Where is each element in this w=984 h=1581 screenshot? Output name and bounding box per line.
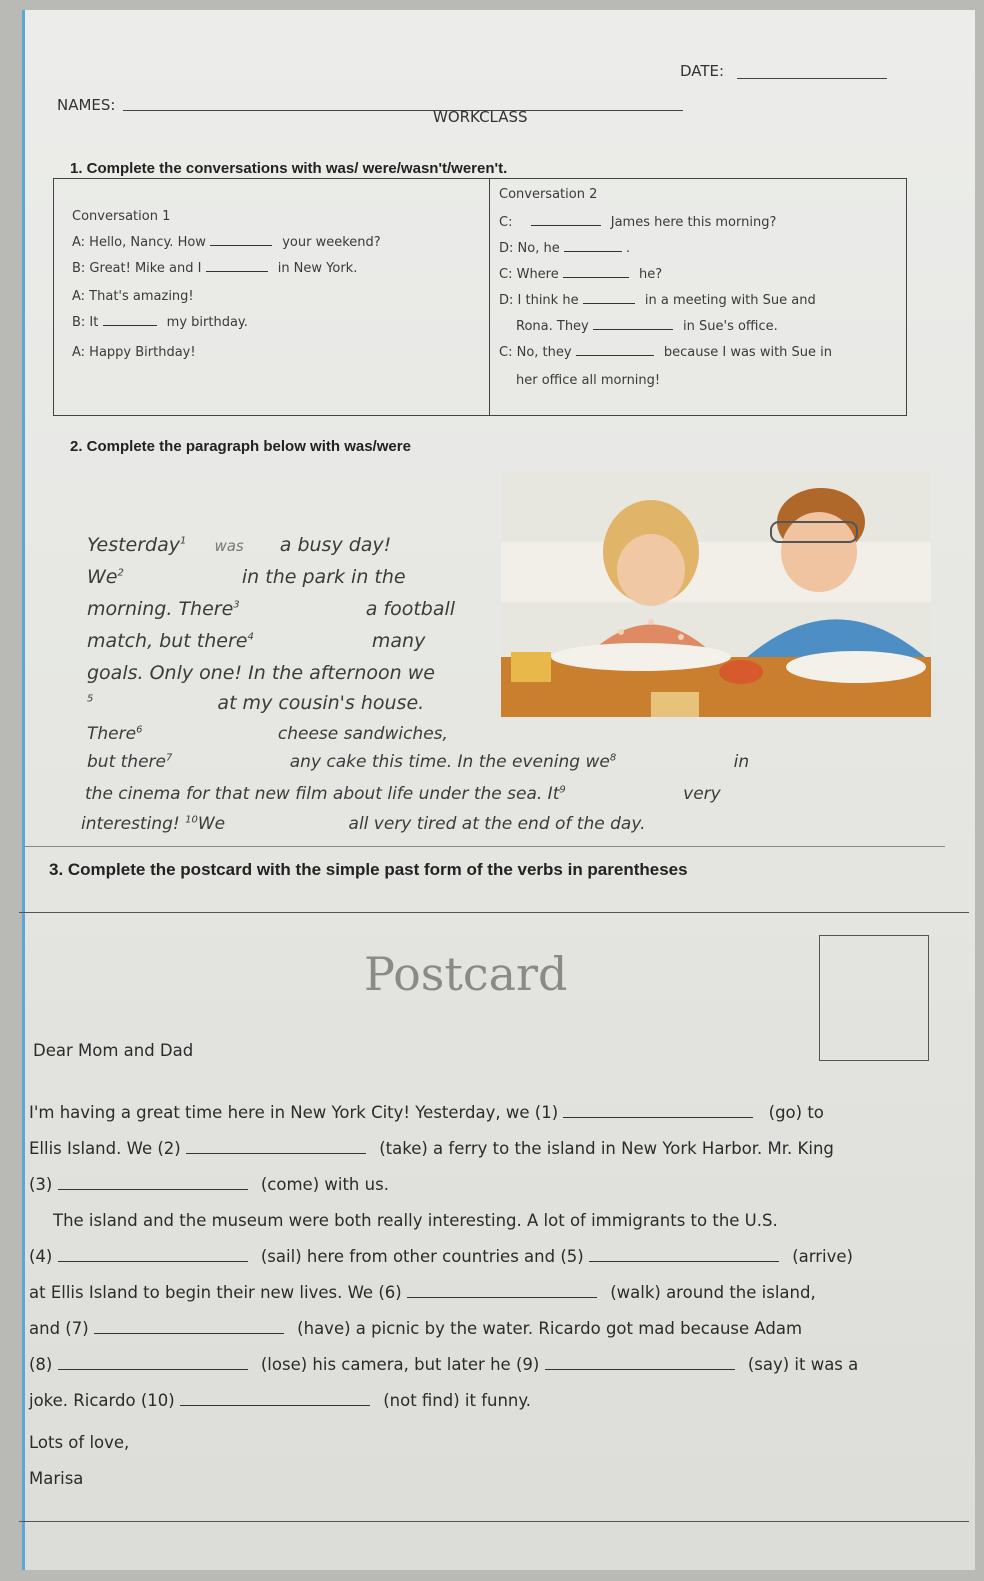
- postcard-line-2: Ellis Island. We (2) (take) a ferry to the island in New York Harbor. Mr. King: [29, 1139, 834, 1158]
- postcard-line-3: (3) (come) with us.: [29, 1175, 389, 1194]
- conversation-divider: [489, 179, 490, 415]
- paragraph-line-2: We$^2$ in the park in the: [87, 566, 406, 588]
- paragraph-line-3: morning. There$^3$ a football: [87, 598, 456, 620]
- postcard-title: Postcard: [364, 947, 568, 1001]
- answer-blank[interactable]: [58, 1369, 248, 1370]
- filled-answer-1: was: [214, 537, 244, 555]
- paragraph-line-5: goals. Only one! In the afternoon we: [87, 662, 435, 684]
- page-title: WORKCLASS: [433, 108, 528, 126]
- conv2-line-5: Rona. They in Sue's office.: [516, 319, 778, 334]
- children-eating-picture: [501, 472, 931, 717]
- answer-blank[interactable]: [186, 1153, 366, 1154]
- answer-blank[interactable]: [58, 1261, 248, 1262]
- answer-blank[interactable]: [206, 271, 268, 272]
- postcard-greeting: Dear Mom and Dad: [33, 1041, 194, 1060]
- date-line: [737, 78, 887, 79]
- section2-instruction: 2. Complete the paragraph below with was/were: [70, 438, 411, 455]
- postcard: [19, 912, 969, 1522]
- answer-blank[interactable]: [563, 277, 629, 278]
- answer-blank[interactable]: [564, 251, 622, 252]
- conv2-line-2: D: No, he .: [499, 241, 631, 256]
- conversation-box: [53, 178, 907, 416]
- postcard-closing: Lots of love,: [29, 1433, 130, 1452]
- answer-blank[interactable]: [210, 245, 272, 246]
- conv2-line-3: C: Where he?: [499, 267, 663, 282]
- conv2-line-6: C: No, they because I was with Sue in: [499, 345, 833, 360]
- conv1-line-1: A: Hello, Nancy. How your weekend?: [72, 235, 381, 250]
- worksheet: [22, 10, 975, 1570]
- names-line: [123, 110, 683, 111]
- conv2-line-1: C: James here this morning?: [499, 215, 777, 230]
- answer-blank[interactable]: [576, 355, 654, 356]
- answer-blank[interactable]: [593, 329, 673, 330]
- postcard-line-9: joke. Ricardo (10) (not find) it funny.: [29, 1391, 532, 1410]
- answer-blank[interactable]: [58, 1189, 248, 1190]
- postcard-signature: Marisa: [29, 1469, 84, 1488]
- answer-blank[interactable]: [589, 1261, 779, 1262]
- names-label: NAMES:: [57, 96, 116, 114]
- postcard-line-6: at Ellis Island to begin their new lives. We (6) (walk) around the island,: [29, 1283, 816, 1302]
- postcard-line-1: I'm having a great time here in New York City! Yesterday, we (1) (go) to: [29, 1103, 824, 1122]
- postcard-line-8: (8) (lose) his camera, but later he (9) (say) it was a: [29, 1355, 859, 1374]
- postcard-line-7: and (7) (have) a picnic by the water. Ricardo got mad because Adam: [29, 1319, 803, 1338]
- answer-blank[interactable]: [583, 303, 635, 304]
- date-label: DATE:: [680, 62, 725, 80]
- paragraph-line-9: the cinema for that new film about life under the sea. It$^9$ very: [85, 784, 721, 804]
- stamp-box: [819, 935, 929, 1061]
- answer-blank[interactable]: [103, 325, 157, 326]
- section2-divider: [25, 846, 945, 847]
- paragraph-line-6: $^5$ at my cousin's house.: [87, 692, 425, 714]
- paragraph-line-10: interesting! $^{10}$We all very tired at the end of the day.: [81, 814, 646, 834]
- section1-instruction: 1. Complete the conversations with was/ were/wasn't/weren't.: [70, 160, 508, 177]
- conv1-line-3: A: That's amazing!: [72, 289, 194, 304]
- postcard-line-4: The island and the museum were both really interesting. A lot of immigrants to the U.S.: [53, 1211, 778, 1230]
- section3-instruction: 3. Complete the postcard with the simple past form of the verbs in parentheses: [49, 860, 688, 879]
- conv1-line-4: B: It my birthday.: [72, 315, 248, 330]
- paragraph-line-1: Yesterday$^1$ was a busy day!: [87, 534, 392, 556]
- paragraph-line-4: match, but there$^4$ many: [87, 630, 426, 652]
- conv1-title: Conversation 1: [72, 209, 171, 224]
- conv1-line-2: B: Great! Mike and I in New York.: [72, 261, 358, 276]
- answer-blank[interactable]: [180, 1405, 370, 1406]
- conv2-line-7: her office all morning!: [516, 373, 661, 388]
- paragraph-line-7: There$^6$ cheese sandwiches,: [87, 724, 448, 744]
- conv1-line-5: A: Happy Birthday!: [72, 345, 196, 360]
- postcard-line-5: (4) (sail) here from other countries and (5) (arrive): [29, 1247, 853, 1266]
- answer-blank[interactable]: [563, 1117, 753, 1118]
- answer-blank[interactable]: [407, 1297, 597, 1298]
- paragraph-line-8: but there$^7$ any cake this time. In the evening $we^8$ in: [87, 752, 750, 772]
- answer-blank[interactable]: [545, 1369, 735, 1370]
- conv2-title: Conversation 2: [499, 187, 598, 202]
- conv2-line-4: D: I think he in a meeting with Sue and: [499, 293, 816, 308]
- answer-blank[interactable]: [94, 1333, 284, 1334]
- answer-blank[interactable]: [531, 225, 601, 226]
